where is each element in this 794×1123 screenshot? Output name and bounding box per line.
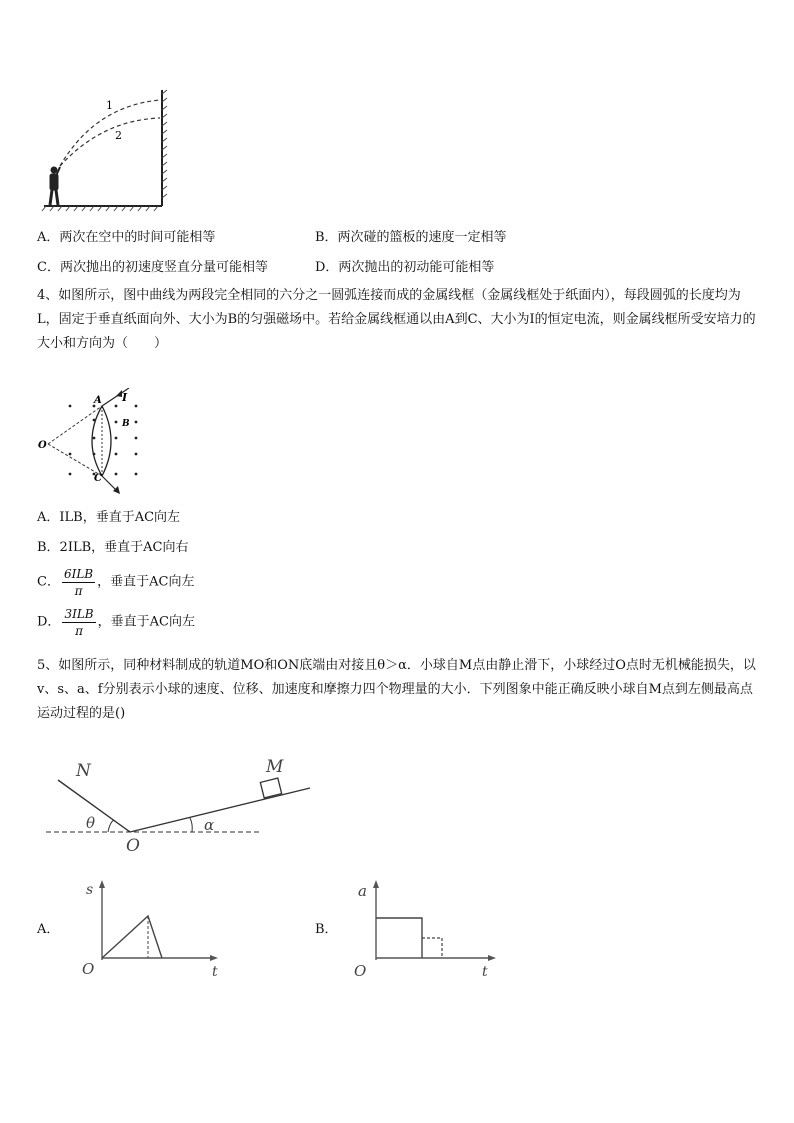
angle-theta-arc [108,820,114,832]
q4-option-c-denominator: π [74,584,83,598]
q4-option-d-fraction [62,606,95,639]
label-o: O [126,836,140,852]
graph-a-y-label: s [86,882,94,898]
q3-figure [40,88,175,213]
q4-option-c-numerator: 6ILB [63,567,94,581]
q3-option-a[interactable]: A．两次在空中的时间可能相等 [37,230,216,245]
trajectory-1-label: 1 [106,99,113,112]
label-b: B [122,419,130,429]
label-m: M [266,757,284,777]
label-c: C [94,473,102,484]
graph-a-curve [102,916,162,958]
graph-b-x-arrow [488,955,496,961]
q4-option-c-fraction [62,566,95,599]
label-o: O [38,440,47,451]
q4-stem: 4、如图所示，图中曲线为两段完全相同的六分之一圆弧连接而成的金属线框（金属线框处于纸面内），每段圆弧的长度均为L，固定于垂直纸面向外、大小为B的匀强磁场中。若给金属线框通以由A到C、大小为I的恒定电流，则金属线框所受安培力的大小和方向为（ ） [37,288,756,351]
trajectory-2-label: 2 [115,129,122,142]
angle-alpha-arc [190,818,192,832]
label-n: N [76,761,91,781]
q4-option-d-prefix: D． [37,614,61,630]
label-alpha: α [204,816,215,834]
radius-oc [48,444,102,476]
q5-graph-b[interactable] [348,876,508,982]
q5-stem: 5、如图所示，同种材料制成的轨道MO和ON底端由对接且θ＞α．小球自M点由静止滑下，小球经过O点时无机械能损失，以v、s、a、f分别表示小球的速度、位移、加速度和摩擦力四个物理量的大小．下列图象中能正确反映小球自M点到左侧最高点运动过程的是() [37,658,756,721]
graph-a-y-arrow [99,880,105,888]
q4-option-d-suffix: ，垂直于AC向左 [97,614,195,630]
q4-option-d-numerator: 3ILB [64,607,94,621]
q5-option-a-label[interactable]: A． [37,922,60,937]
q5-track-figure [40,752,320,852]
graph-b-origin: O [354,962,367,980]
graph-a-origin: O [82,960,95,978]
q5-graph-a[interactable] [74,876,234,982]
field-dots [69,405,138,476]
graph-a-x-arrow [210,955,218,961]
trajectory-2 [60,118,160,166]
graph-b-y-arrow [373,880,379,888]
q3-option-c[interactable]: C．两次抛出的初速度竖直分量可能相等 [37,260,268,275]
graph-b-y-label: a [358,882,367,900]
track-mo [130,788,310,832]
arc-left [92,406,102,476]
q4-option-d-denominator: π [75,624,83,638]
label-i: I [122,391,128,404]
graph-b-step-1 [376,918,422,958]
label-a: A [94,395,102,406]
block-m [260,778,281,798]
q4-option-a[interactable]: A．ILB，垂直于AC向左 [37,510,181,525]
q4-option-d[interactable] [37,606,195,639]
q3-option-d[interactable]: D．两次抛出的初动能可能相等 [315,260,495,275]
graph-a-x-label: t [212,964,218,980]
q5-option-b-label[interactable]: B． [315,922,338,937]
q4-option-b[interactable]: B．2ILB，垂直于AC向右 [37,540,189,555]
q4-option-c-prefix: C． [37,574,60,590]
graph-b-x-label: t [482,964,488,980]
q4-option-c[interactable] [37,566,194,599]
q4-option-c-suffix: ，垂直于AC向左 [97,574,195,590]
person-figure [50,167,60,205]
q3-option-b[interactable]: B．两次碰的篮板的速度一定相等 [315,230,507,245]
q4-figure [36,388,156,498]
current-out-arrow [113,486,120,494]
arc-right [102,406,111,476]
label-theta: θ [86,814,96,832]
